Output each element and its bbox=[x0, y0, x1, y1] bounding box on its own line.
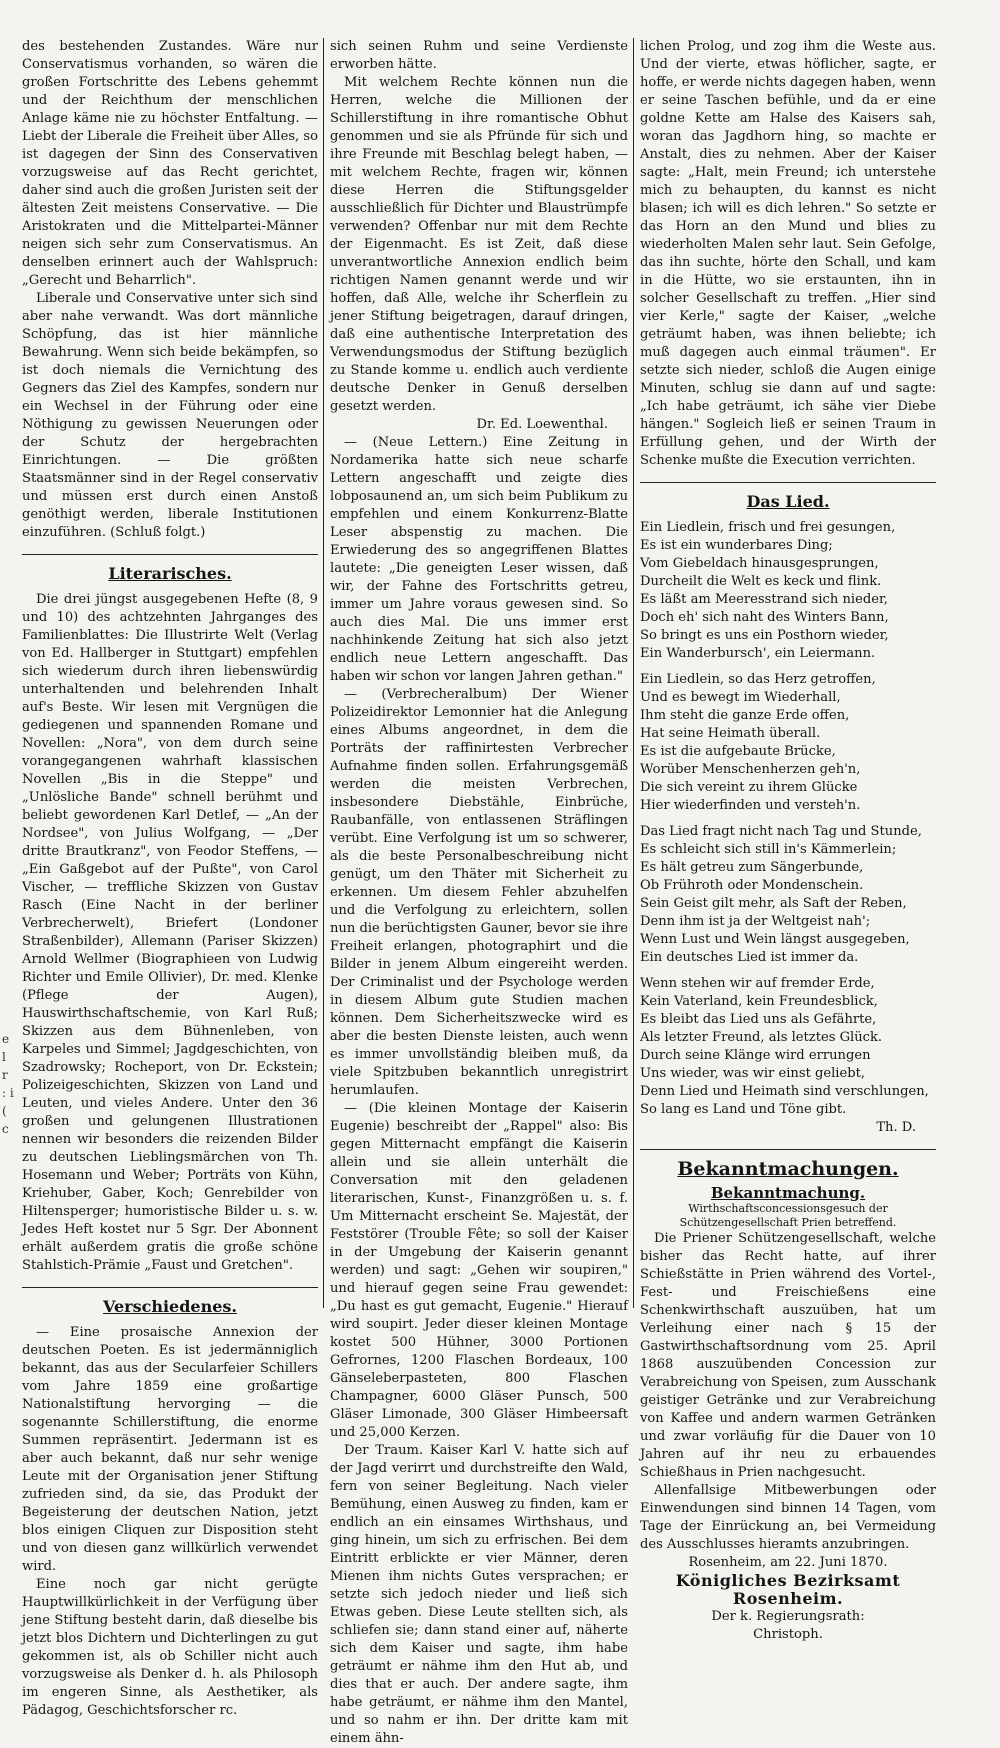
poem-line: Wenn stehen wir auf fremder Erde, bbox=[640, 976, 875, 991]
section-title-literarisches: Literarisches. bbox=[108, 564, 232, 583]
poem-line: Es ist die aufgebaute Brücke, bbox=[640, 744, 836, 759]
notice-body: Die Priener Schützengesellschaft, welche bisher das Recht hatte, auf ihrer Schießstätte in Prien während des Vortel-, Fest- und Freischießens eine Schenkwirthschaft auszuüben, hat um Verleihung einer nach § 15 der Gastwirthschaftsordnung vom 25. April 1868 auszuübenden Concession zur Verabreichung von Speisen, zum Ausschank geistiger Getränke und zur Verabreichung von Kaffee und andern warmen Getränken und zwar vorläufig für die Dauer von 10 Jahren auf ihr neu zu erbauendes Schießhaus in Prien nachgesucht. bbox=[640, 1231, 936, 1480]
article-paragraph: lichen Prolog, und zog ihm die Weste aus. Und der vierte, etwas höflicher, sagte, er hoffe, er werde nichts dagegen haben, wenn er seine Taschen befühle, und da er eine goldne Kette am Halse des Kaisers sah, woran das Jagdhorn hing, so machte er Anstalt, dies zu nehmen. Aber der Kaiser sagte: „Halt, mein Freund; ich unterstehe mich zu behaupten, du kannst es nicht blasen; ich will es dich lehren." So setzte er das Horn an den Mund und blies zu wiederholten Malen sehr laut. Sein Gefolge, das ihn suchte, hörte den Schall, und kam in die Hütte, wo sie erstaunten, ihn in solcher Gesellschaft zu treffen. „Hier sind vier Kerle," sagte der Kaiser, „welche geträumt haben, was ihnen beliebte; ich muß dagegen auch einmal träumen". Er setzte sich nieder, schloß die Augen einige Minuten, schlug sie dann auf und sagte: „Ich habe geträumt, ich sähe vier Diebe hängen." Sogleich ließ er seinen Traum in Erfüllung gehen, und der Wirth der Schenke mußte die Execution verrichten. bbox=[640, 39, 936, 468]
column-divider bbox=[633, 38, 634, 1308]
poem-line: Ob Frühroth oder Mondenschein. bbox=[640, 878, 864, 893]
article-paragraph: — Eine prosaische Annexion der deutschen Poeten. Es ist jedermänniglich bekannt, das aus der Secularfeier Schillers vom Jahre 1859 eine großartige Nationalstiftung hervorging — die sogenannte Schillerstiftung, die enorme Summen repräsentirt. Jedermann ist es aber auch bekannt, daß nur sehr wenige Leute mit der Organisation jener Stiftung zufrieden sind, da sie, das Produkt der Begeisterung der deutschen Nation, jetzt blos einigen Cliquen zur Disposition steht und von diesen ganz willkürlich verwendet wird. bbox=[22, 1325, 318, 1574]
poem-line: Es schleicht sich still in's Kämmerlein; bbox=[640, 842, 897, 857]
article-paragraph: — (Neue Lettern.) Eine Zeitung in Nordamerika hatte sich neue scharfe Lettern angeschafft und zeigte dies lobposaunend an, um sich beim Publikum zu empfehlen und einem Konkurrenz-Blatte Leser abspenstig zu machen. Die Erwiederung des so angegriffenen Blattes lautete: „Die geneigten Leser wissen, daß wir, der Fahne des Fortschritts getreu, immer um Jahre voraus gewesen sind. So auch dies Mal. Die uns immer erst nachhinkende Zeitung hat sich also jetzt endlich neue Lettern angeschafft. Das haben wir schon vor langen Jahren gethan." bbox=[330, 435, 628, 684]
stanza-gap bbox=[640, 815, 936, 823]
poem-line: Die sich vereint zu ihrem Glücke bbox=[640, 780, 858, 795]
poem-line: Worüber Menschenherzen geh'n, bbox=[640, 762, 861, 777]
stanza-gap bbox=[640, 967, 936, 975]
notice-role: Der k. Regierungsrath: bbox=[711, 1609, 865, 1624]
poem-line: Denn Lied und Heimath sind verschlungen, bbox=[640, 1084, 929, 1099]
poem bbox=[640, 519, 936, 1119]
article-paragraph: Eine noch gar nicht gerügte Hauptwillkürlichkeit in der Verfügung über jene Stiftung besteht darin, daß dieselbe bis jetzt blos Dichtern und Dichterlingen zu gut gekommen ist, als ob Schiller nicht auch vorzugsweise als Denker d. h. als Philosoph im engeren Sinne, als Aesthetiker, als Pädagog, Geschichtsforscher rc. bbox=[22, 1577, 318, 1718]
notices-heading: Bekanntmachungen. bbox=[677, 1158, 899, 1180]
poem-line: Sein Geist gilt mehr, als Saft der Reben, bbox=[640, 896, 907, 911]
author-signature: Dr. Ed. Loewenthal. bbox=[476, 417, 608, 432]
poem-line: Denn ihm ist ja der Weltgeist nah'; bbox=[640, 914, 871, 929]
poem-line: Vom Giebeldach hinausgesprungen, bbox=[640, 556, 879, 571]
column-left bbox=[22, 38, 318, 1718]
notice-title: Bekanntmachung. bbox=[710, 1184, 866, 1202]
poem-line: Es hält getreu zum Sängerbunde, bbox=[640, 860, 864, 875]
poem-line: Ein Liedlein, so das Herz getroffen, bbox=[640, 672, 876, 687]
poem-line: Uns wieder, was wir einst geliebt, bbox=[640, 1066, 866, 1081]
poem-line: Ein Wanderbursch', ein Leiermann. bbox=[640, 646, 876, 661]
poem-signature: Th. D. bbox=[876, 1120, 916, 1135]
article-paragraph: des bestehenden Zustandes. Wäre nur Conservatismus vorhanden, so wären die großen Fortschritte des Lebens gehemmt und der Reichthum der menschlichen Anlage käme nie zu höchster Entfaltung. — Liebt der Liberale die Freiheit über Alles, so ist dagegen der Sinn des Conservativen vorzugsweise auf das Recht gerichtet, daher sind auch die großen Juristen seit der ältesten Zeit meistens Conservative. — Die Aristokraten und die Mittelpartei-Männer neigen sich sehr zum Conservatismus. An denselben erinnert auch der Wahlspruch: „Gerecht und Beharrlich". bbox=[22, 39, 318, 288]
poem-line: Wenn Lust und Wein längst ausgegeben, bbox=[640, 932, 910, 947]
column-divider bbox=[323, 38, 324, 1308]
notice-name: Christoph. bbox=[753, 1627, 823, 1642]
section-divider bbox=[640, 1149, 936, 1150]
poem-line: Hier wiederfinden und versteh'n. bbox=[640, 798, 861, 813]
section-divider bbox=[22, 554, 318, 555]
section-divider bbox=[640, 482, 936, 483]
poem-line: Ihm steht die ganze Erde offen, bbox=[640, 708, 850, 723]
section-title-verschiedenes: Verschiedenes. bbox=[103, 1297, 237, 1316]
article-paragraph: Mit welchem Rechte können nun die Herren, welche die Millionen der Schillerstiftung in ihre romantische Obhut genommen und sie als Pfründe für sich und ihre Freunde mit Beschlag belegt haben, — mit welchem Rechte, fragen wir, können diese Herren die Stiftungsgelder ausschließlich für Dichter und Blaustrümpfe verwenden? Offenbar nur mit dem Rechte der Eigenmacht. Es ist Zeit, daß diese unverantwortliche Annexion endlich beim richtigen Namen genannt werde und wir hoffen, daß Alle, welche ihr Scherflein zu jener Stiftung beigetragen, darauf dringen, daß eine authentische Interpretation des Verwendungsmodus der Stiftung bezüglich zu Stande komme u. endlich auch verdiente deutsche Denker in Genuß derselben gesetzt werden. bbox=[330, 75, 628, 414]
poem-line: Es bleibt das Lied uns als Gefährte, bbox=[640, 1012, 877, 1027]
stanza-gap bbox=[640, 663, 936, 671]
poem-line: Es läßt am Meeresstrand sich nieder, bbox=[640, 592, 888, 607]
margin-marks: e l r : i ( c bbox=[2, 1032, 14, 1136]
poem-line: Ein deutsches Lied ist immer da. bbox=[640, 950, 859, 965]
article-paragraph: sich seinen Ruhm und seine Verdienste erworben hätte. bbox=[330, 39, 628, 72]
poem-line: Durch seine Klänge wird errungen bbox=[640, 1048, 871, 1063]
column-right bbox=[640, 38, 936, 1642]
poem-title: Das Lied. bbox=[746, 492, 830, 511]
poem-line: Das Lied fragt nicht nach Tag und Stunde, bbox=[640, 824, 922, 839]
poem-line: Als letzter Freund, als letztes Glück. bbox=[640, 1030, 883, 1045]
poem-line: Ein Liedlein, frisch und frei gesungen, bbox=[640, 520, 896, 535]
poem-line: Hat seine Heimath überall. bbox=[640, 726, 821, 741]
article-paragraph: Der Traum. Kaiser Karl V. hatte sich auf der Jagd verirrt und durchstreifte den Wald, fern von seiner Begleitung. Nach vieler Bemühung, einen Ausweg zu finden, kam er endlich an ein einsames Wirthshaus, und ging hinein, um sich zu erfrischen. Bei dem Eintritt erblickte er vier Männer, deren Mienen ihm nichts Gutes versprachen; er setzte sich jedoch nieder und ließ sich Etwas geben. Diese Leute stellten sich, als schliefen sie; dann stand einer auf, näherte sich dem Kaiser und sagte, ihm habe geträumt er nähme ihm den Hut ab, und dies that er auch. Der andere sagte, ihm habe geträumt, er nähme ihm den Mantel, und so nahm er ihn. Der dritte kam mit einem ähn- bbox=[330, 1443, 628, 1746]
poem-line: Kein Vaterland, kein Freundesblick, bbox=[640, 994, 878, 1009]
notice-office: Königliches Bezirksamt Rosenheim. bbox=[675, 1571, 901, 1608]
article-paragraph: — (Die kleinen Montage der Kaiserin Eugenie) beschreibt der „Rappel" also: Bis gegen Mitternacht empfängt die Kaiserin allein und sie allein unterhält die Conversation mit den geladenen literarischen, Kunst-, Finanzgrößen u. s. f. Um Mitternacht erscheint Se. Majestät, der Feststörer (Trouble Fête; so soll der Kaiser in der Umgebung der Kaiserin genannt werden) und sagt: „Gehen wir soupiren," und hierauf gegen seine Frau gewendet: „Du hast es gut gemacht, Eugenie." Hierauf wird soupirt. Jeder dieser kleinen Montage kostet 500 Hühner, 3000 Portionen Gefrornes, 1200 Flaschen Bordeaux, 100 Gänseleberpasteten, 800 Flaschen Champagner, 6000 Gläser Punsch, 500 Gläser Limonade, 300 Gläser Himbeersaft und 25,000 Kerzen. bbox=[330, 1101, 628, 1440]
notice-subtitle: Wirthschaftsconcessionsgesuch der Schützengesellschaft Prien betreffend. bbox=[679, 1202, 897, 1229]
poem-line: Doch eh' sich naht des Winters Bann, bbox=[640, 610, 889, 625]
poem-line: So lang es Land und Töne gibt. bbox=[640, 1102, 847, 1117]
poem-line: Es ist ein wunderbares Ding; bbox=[640, 538, 833, 553]
notice-date: Rosenheim, am 22. Juni 1870. bbox=[688, 1555, 888, 1570]
article-paragraph: — (Verbrecheralbum) Der Wiener Polizeidirektor Lemonnier hat die Anlegung eines Albums angeordnet, in dem die Porträts der raffinirtesten Verbrecher Aufnahme finden sollen. Erfahrungsgemäß werden die meisten Verbrechen, insbesondere Diebstähle, Einbrüche, Raubanfälle, von entlassenen Sträflingen verübt. Eine Verfolgung ist um so schwerer, als die beste Personalbeschreibung nicht genügt, um den Thäter mit Sicherheit zu erkennen. Um diesem Fehler abzuhelfen und die Verfolgung zu erleichtern, sollen nun die berüchtigsten Gauner, bevor sie ihre Freiheit erlangen, photographirt und die Bilder in jenem Album eingereiht werden. Der Criminalist und der Psychologe werden in diesem Album gute Studien machen können. Dem Sicherheitszwecke wird es aber die besten Dienste leisten, auch wenn es immer unvollständig bleiben muß, da viele Spitzbuben bekanntlich unregistrirt herumlaufen. bbox=[330, 687, 628, 1098]
poem-line: Und es bewegt im Wiederhall, bbox=[640, 690, 841, 705]
notice-body: Allenfallsige Mitbewerbungen oder Einwendungen sind binnen 14 Tagen, vom Tage der Einrückung an, bei Vermeidung des Ausschlusses hieramts anzubringen. bbox=[640, 1483, 936, 1552]
section-divider bbox=[22, 1287, 318, 1288]
column-middle bbox=[330, 38, 628, 1746]
article-paragraph: Liberale und Conservative unter sich sind aber nahe verwandt. Was dort männliche Schöpfung, das ist hier männliche Bewahrung. Wenn sich beide bekämpfen, so ist doch niemals die Vernichtung des Gegners das Ziel des Kampfes, sondern nur ein Wechsel in der Führung oder eine Nöthigung zu gewissen Neuerungen oder der Schutz der hergebrachten Einrichtungen. — Die größten Staatsmänner sind in der Regel conservativ und müssen erst durch einen Anstoß genöthigt werden, liberale Institutionen einzuführen. (Schluß folgt.) bbox=[22, 291, 318, 540]
article-paragraph: Die drei jüngst ausgegebenen Hefte (8, 9 und 10) des achtzehnten Jahrganges des Familienblattes: Die Illustrirte Welt (Verlag von Ed. Hallberger in Stuttgart) empfehlen sich wiederum durch ihren liebenswürdig unterhaltenden und belehrenden Inhalt auf's Beste. Wir lesen mit Vergnügen die gediegenen und spannenden Romane und Novellen: „Nora", von dem durch seine vorangegangenen wahrhaft klassischen Novellen „Bis in die Steppe" und „Unlösliche Bande" schnell berühmt und beliebt gewordenen Karl Detlef, — „An der Nordsee", von Julius Wolfgang, — „Der dritte Brautkranz", von Feodor Steffens, — „Ein Gaßgebot auf der Pußte", von Carol Vischer, — treffliche Skizzen von Gustav Rasch (Eine Nacht in der berliner Verbrecherwelt), Briefert (Londoner Straßenbilder), Allemann (Pariser Skizzen) Arnold Wellmer (Biographieen von Ludwig Richter und Emile Ollivier), Dr. med. Klenke (Pflege der Augen), Hauswirthschaftschemie, von Karl Ruß; Skizzen aus dem Bühnenleben, von Karpeles und Simmel; Jagdgeschichten, von Szadrowsky; Rocheport, von Dr. Eckstein; Polizeigeschichten, Skizzen von Land und Leuten, und vieles Andere. Unter den 36 großen und gelungenen Illustrationen nennen wir besonders die reizenden Bilder zu deutschen Lieblingsmärchen von Th. Hosemann und Weber; Porträts von Kühn, Kriehuber, Gaber, Koch; Genrebilder von Hiltensperger; humoristische Bilder u. s. w. Jedes Heft kostet nur 5 Sgr. Der Abonnent erhält außerdem gratis die große schöne Stahlstich-Prämie „Faust und Gretchen". bbox=[22, 592, 318, 1273]
poem-line: So bringt es uns ein Posthorn wieder, bbox=[640, 628, 889, 643]
poem-line: Durcheilt die Welt es keck und flink. bbox=[640, 574, 882, 589]
